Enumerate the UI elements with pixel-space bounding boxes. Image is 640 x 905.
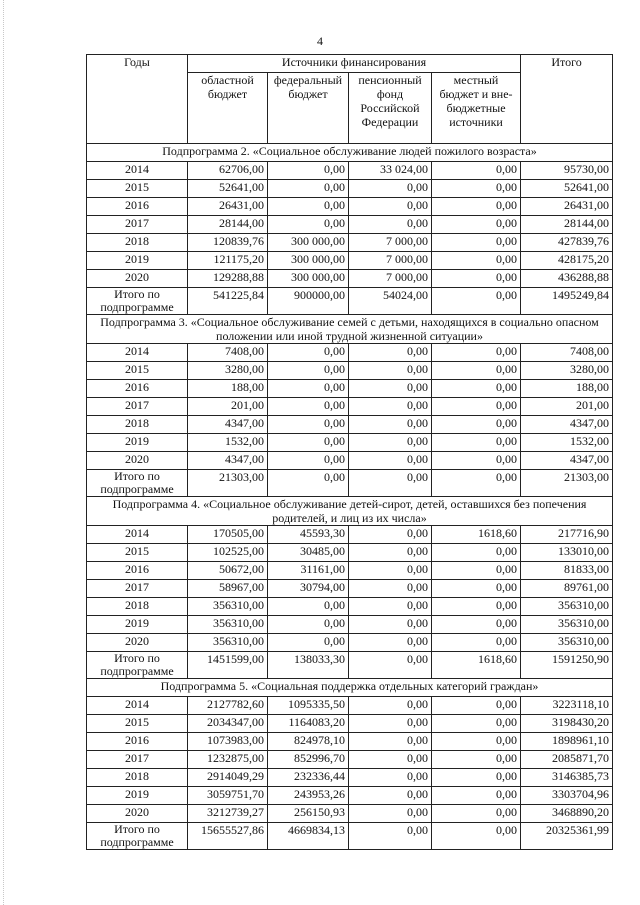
amount-cell: 0,00 <box>432 751 521 769</box>
amount-cell: 170505,00 <box>188 526 268 544</box>
amount-cell: 0,00 <box>432 434 521 452</box>
year-cell: 2020 <box>87 270 188 288</box>
amount-cell: 0,00 <box>432 380 521 398</box>
amount-cell: 0,00 <box>432 544 521 562</box>
amount-cell: 256150,93 <box>268 805 349 823</box>
amount-cell: 0,00 <box>349 598 432 616</box>
amount-cell: 0,00 <box>268 344 349 362</box>
year-cell: 2016 <box>87 380 188 398</box>
amount-cell: 0,00 <box>432 162 521 180</box>
subprogram-title: Подпрограмма 3. «Социальное обслуживание семей с детьми, находящихся в социально опасном положении или иной трудной жизненной ситуации» <box>87 315 613 344</box>
table-row <box>87 616 613 634</box>
page-number: 4 <box>317 34 323 48</box>
amount-cell: 0,00 <box>432 216 521 234</box>
amount-cell: 2914049,29 <box>188 769 268 787</box>
table-row <box>87 634 613 652</box>
table-row <box>87 252 613 270</box>
amount-cell: 1495249,84 <box>521 288 613 315</box>
header-federal-budget: федеральный бюджет <box>268 73 349 144</box>
year-cell: 2017 <box>87 398 188 416</box>
amount-cell: 0,00 <box>432 805 521 823</box>
year-cell: 2016 <box>87 198 188 216</box>
amount-cell: 0,00 <box>432 715 521 733</box>
amount-cell: 2127782,60 <box>188 697 268 715</box>
amount-cell: 0,00 <box>432 198 521 216</box>
amount-cell: 0,00 <box>432 234 521 252</box>
table-row <box>87 580 613 598</box>
year-cell: 2016 <box>87 562 188 580</box>
year-cell: 2018 <box>87 416 188 434</box>
amount-cell: 356310,00 <box>521 616 613 634</box>
year-cell: 2016 <box>87 733 188 751</box>
amount-cell: 0,00 <box>268 634 349 652</box>
amount-cell: 852996,70 <box>268 751 349 769</box>
amount-cell: 1451599,00 <box>188 652 268 679</box>
amount-cell: 62706,00 <box>188 162 268 180</box>
amount-cell: 1164083,20 <box>268 715 349 733</box>
table-row <box>87 697 613 715</box>
amount-cell: 3212739,27 <box>188 805 268 823</box>
year-cell: 2020 <box>87 452 188 470</box>
header-years: Годы <box>87 55 188 144</box>
amount-cell: 0,00 <box>349 715 432 733</box>
amount-cell: 0,00 <box>432 180 521 198</box>
year-cell: 2014 <box>87 162 188 180</box>
amount-cell: 3146385,73 <box>521 769 613 787</box>
table-row <box>87 715 613 733</box>
amount-cell: 0,00 <box>432 562 521 580</box>
header-regional-budget: областной бюджет <box>188 73 268 144</box>
amount-cell: 201,00 <box>521 398 613 416</box>
amount-cell: 0,00 <box>432 270 521 288</box>
amount-cell: 0,00 <box>432 634 521 652</box>
amount-cell: 0,00 <box>432 452 521 470</box>
subprogram-title-row <box>87 144 613 162</box>
amount-cell: 0,00 <box>349 362 432 380</box>
amount-cell: 95730,00 <box>521 162 613 180</box>
amount-cell: 58967,00 <box>188 580 268 598</box>
amount-cell: 0,00 <box>432 580 521 598</box>
table-row <box>87 787 613 805</box>
amount-cell: 0,00 <box>268 398 349 416</box>
amount-cell: 0,00 <box>349 580 432 598</box>
total-label: Итого по подпрограмме <box>87 652 188 679</box>
amount-cell: 0,00 <box>349 769 432 787</box>
amount-cell: 0,00 <box>432 697 521 715</box>
year-cell: 2018 <box>87 598 188 616</box>
year-cell: 2018 <box>87 769 188 787</box>
amount-cell: 30794,00 <box>268 580 349 598</box>
amount-cell: 0,00 <box>349 398 432 416</box>
amount-cell: 824978,10 <box>268 733 349 751</box>
amount-cell: 31161,00 <box>268 562 349 580</box>
year-cell: 2019 <box>87 252 188 270</box>
table-row <box>87 416 613 434</box>
table-row <box>87 162 613 180</box>
amount-cell: 0,00 <box>268 452 349 470</box>
amount-cell: 0,00 <box>349 562 432 580</box>
amount-cell: 1898961,10 <box>521 733 613 751</box>
table-row <box>87 234 613 252</box>
amount-cell: 0,00 <box>349 416 432 434</box>
amount-cell: 0,00 <box>349 652 432 679</box>
total-label: Итого по подпрограмме <box>87 470 188 497</box>
amount-cell: 121175,20 <box>188 252 268 270</box>
amount-cell: 7 000,00 <box>349 252 432 270</box>
subprogram-total-row <box>87 288 613 315</box>
table-row <box>87 751 613 769</box>
amount-cell: 356310,00 <box>188 634 268 652</box>
amount-cell: 0,00 <box>432 733 521 751</box>
amount-cell: 0,00 <box>349 805 432 823</box>
year-cell: 2019 <box>87 616 188 634</box>
amount-cell: 0,00 <box>349 452 432 470</box>
amount-cell: 1532,00 <box>188 434 268 452</box>
amount-cell: 0,00 <box>349 823 432 850</box>
amount-cell: 300 000,00 <box>268 270 349 288</box>
amount-cell: 3280,00 <box>521 362 613 380</box>
year-cell: 2015 <box>87 362 188 380</box>
subprogram-title: Подпрограмма 4. «Социальное обслуживание детей-сирот, детей, оставшихся без попечения родителей, и лиц из их числа» <box>87 497 613 526</box>
amount-cell: 54024,00 <box>349 288 432 315</box>
amount-cell: 0,00 <box>349 344 432 362</box>
table-row <box>87 769 613 787</box>
amount-cell: 1095335,50 <box>268 697 349 715</box>
amount-cell: 81833,00 <box>521 562 613 580</box>
amount-cell: 0,00 <box>432 416 521 434</box>
amount-cell: 428175,20 <box>521 252 613 270</box>
amount-cell: 0,00 <box>349 733 432 751</box>
amount-cell: 300 000,00 <box>268 252 349 270</box>
amount-cell: 2034347,00 <box>188 715 268 733</box>
table-row <box>87 270 613 288</box>
amount-cell: 7408,00 <box>521 344 613 362</box>
table-row <box>87 398 613 416</box>
year-cell: 2017 <box>87 751 188 769</box>
amount-cell: 3468890,20 <box>521 805 613 823</box>
amount-cell: 50672,00 <box>188 562 268 580</box>
total-label: Итого по подпрограмме <box>87 823 188 850</box>
amount-cell: 427839,76 <box>521 234 613 252</box>
amount-cell: 356310,00 <box>188 598 268 616</box>
year-cell: 2018 <box>87 234 188 252</box>
subprogram-total-row <box>87 823 613 850</box>
year-cell: 2015 <box>87 180 188 198</box>
year-cell: 2014 <box>87 344 188 362</box>
amount-cell: 0,00 <box>268 416 349 434</box>
amount-cell: 0,00 <box>349 434 432 452</box>
year-cell: 2014 <box>87 526 188 544</box>
header-local-budget: местный бюджет и вне-бюджетные источники <box>432 73 521 144</box>
amount-cell: 3280,00 <box>188 362 268 380</box>
amount-cell: 21303,00 <box>188 470 268 497</box>
year-cell: 2017 <box>87 216 188 234</box>
amount-cell: 133010,00 <box>521 544 613 562</box>
amount-cell: 0,00 <box>349 787 432 805</box>
amount-cell: 0,00 <box>432 362 521 380</box>
table-row <box>87 434 613 452</box>
amount-cell: 3198430,20 <box>521 715 613 733</box>
table-row <box>87 562 613 580</box>
amount-cell: 0,00 <box>432 787 521 805</box>
table-row <box>87 198 613 216</box>
amount-cell: 129288,88 <box>188 270 268 288</box>
amount-cell: 0,00 <box>349 198 432 216</box>
amount-cell: 52641,00 <box>521 180 613 198</box>
amount-cell: 436288,88 <box>521 270 613 288</box>
table-row <box>87 216 613 234</box>
amount-cell: 0,00 <box>268 162 349 180</box>
amount-cell: 26431,00 <box>188 198 268 216</box>
amount-cell: 0,00 <box>268 216 349 234</box>
amount-cell: 7 000,00 <box>349 234 432 252</box>
amount-cell: 120839,76 <box>188 234 268 252</box>
amount-cell: 0,00 <box>268 380 349 398</box>
amount-cell: 0,00 <box>349 751 432 769</box>
header-sources: Источники финансирования <box>188 55 521 73</box>
amount-cell: 45593,30 <box>268 526 349 544</box>
amount-cell: 30485,00 <box>268 544 349 562</box>
year-cell: 2015 <box>87 544 188 562</box>
amount-cell: 0,00 <box>432 823 521 850</box>
amount-cell: 26431,00 <box>521 198 613 216</box>
amount-cell: 0,00 <box>432 598 521 616</box>
financing-table <box>86 54 613 850</box>
table-row <box>87 544 613 562</box>
page-edge-line <box>3 0 4 905</box>
amount-cell: 0,00 <box>432 470 521 497</box>
amount-cell: 0,00 <box>432 288 521 315</box>
subprogram-total-row <box>87 470 613 497</box>
table-row <box>87 598 613 616</box>
amount-cell: 28144,00 <box>188 216 268 234</box>
amount-cell: 15655527,86 <box>188 823 268 850</box>
amount-cell: 4347,00 <box>188 416 268 434</box>
amount-cell: 0,00 <box>432 616 521 634</box>
amount-cell: 3223118,10 <box>521 697 613 715</box>
amount-cell: 1618,60 <box>432 652 521 679</box>
year-cell: 2014 <box>87 697 188 715</box>
amount-cell: 356310,00 <box>521 634 613 652</box>
amount-cell: 4347,00 <box>188 452 268 470</box>
subprogram-title: Подпрограмма 2. «Социальное обслуживание людей пожилого возраста» <box>87 144 613 162</box>
year-cell: 2019 <box>87 787 188 805</box>
amount-cell: 138033,30 <box>268 652 349 679</box>
amount-cell: 7 000,00 <box>349 270 432 288</box>
amount-cell: 0,00 <box>349 180 432 198</box>
amount-cell: 541225,84 <box>188 288 268 315</box>
amount-cell: 4669834,13 <box>268 823 349 850</box>
year-cell: 2019 <box>87 434 188 452</box>
amount-cell: 3303704,96 <box>521 787 613 805</box>
amount-cell: 0,00 <box>432 252 521 270</box>
subprogram-title-row <box>87 497 613 526</box>
amount-cell: 2085871,70 <box>521 751 613 769</box>
amount-cell: 89761,00 <box>521 580 613 598</box>
amount-cell: 356310,00 <box>188 616 268 634</box>
amount-cell: 0,00 <box>268 198 349 216</box>
amount-cell: 7408,00 <box>188 344 268 362</box>
table-row <box>87 380 613 398</box>
header-total: Итого <box>521 55 613 144</box>
amount-cell: 20325361,99 <box>521 823 613 850</box>
amount-cell: 1073983,00 <box>188 733 268 751</box>
amount-cell: 0,00 <box>349 697 432 715</box>
amount-cell: 1532,00 <box>521 434 613 452</box>
amount-cell: 52641,00 <box>188 180 268 198</box>
amount-cell: 0,00 <box>268 180 349 198</box>
amount-cell: 217716,90 <box>521 526 613 544</box>
table-row <box>87 733 613 751</box>
table-row <box>87 362 613 380</box>
header-pension-fund: пенсионный фонд Российской Федерации <box>349 73 432 144</box>
amount-cell: 232336,44 <box>268 769 349 787</box>
amount-cell: 0,00 <box>349 216 432 234</box>
amount-cell: 33 024,00 <box>349 162 432 180</box>
year-cell: 2020 <box>87 805 188 823</box>
table-row <box>87 452 613 470</box>
amount-cell: 4347,00 <box>521 416 613 434</box>
amount-cell: 243953,26 <box>268 787 349 805</box>
amount-cell: 0,00 <box>432 769 521 787</box>
amount-cell: 0,00 <box>268 470 349 497</box>
amount-cell: 1591250,90 <box>521 652 613 679</box>
year-cell: 2015 <box>87 715 188 733</box>
amount-cell: 3059751,70 <box>188 787 268 805</box>
year-cell: 2017 <box>87 580 188 598</box>
amount-cell: 4347,00 <box>521 452 613 470</box>
amount-cell: 0,00 <box>349 380 432 398</box>
year-cell: 2020 <box>87 634 188 652</box>
table-row <box>87 180 613 198</box>
amount-cell: 0,00 <box>349 526 432 544</box>
amount-cell: 0,00 <box>432 344 521 362</box>
amount-cell: 102525,00 <box>188 544 268 562</box>
amount-cell: 0,00 <box>349 544 432 562</box>
total-label: Итого по подпрограмме <box>87 288 188 315</box>
amount-cell: 0,00 <box>268 434 349 452</box>
amount-cell: 0,00 <box>349 634 432 652</box>
amount-cell: 0,00 <box>349 470 432 497</box>
subprogram-title-row <box>87 679 613 697</box>
amount-cell: 0,00 <box>268 362 349 380</box>
subprogram-title-row <box>87 315 613 344</box>
amount-cell: 0,00 <box>432 398 521 416</box>
amount-cell: 188,00 <box>521 380 613 398</box>
subprogram-total-row <box>87 652 613 679</box>
amount-cell: 1618,60 <box>432 526 521 544</box>
table-row <box>87 526 613 544</box>
amount-cell: 0,00 <box>349 616 432 634</box>
amount-cell: 300 000,00 <box>268 234 349 252</box>
amount-cell: 188,00 <box>188 380 268 398</box>
subprogram-title: Подпрограмма 5. «Социальная поддержка отдельных категорий граждан» <box>87 679 613 697</box>
amount-cell: 900000,00 <box>268 288 349 315</box>
amount-cell: 21303,00 <box>521 470 613 497</box>
amount-cell: 28144,00 <box>521 216 613 234</box>
amount-cell: 201,00 <box>188 398 268 416</box>
table-row <box>87 344 613 362</box>
amount-cell: 1232875,00 <box>188 751 268 769</box>
table-row <box>87 805 613 823</box>
header-row-top <box>87 55 613 73</box>
amount-cell: 356310,00 <box>521 598 613 616</box>
amount-cell: 0,00 <box>268 598 349 616</box>
amount-cell: 0,00 <box>268 616 349 634</box>
